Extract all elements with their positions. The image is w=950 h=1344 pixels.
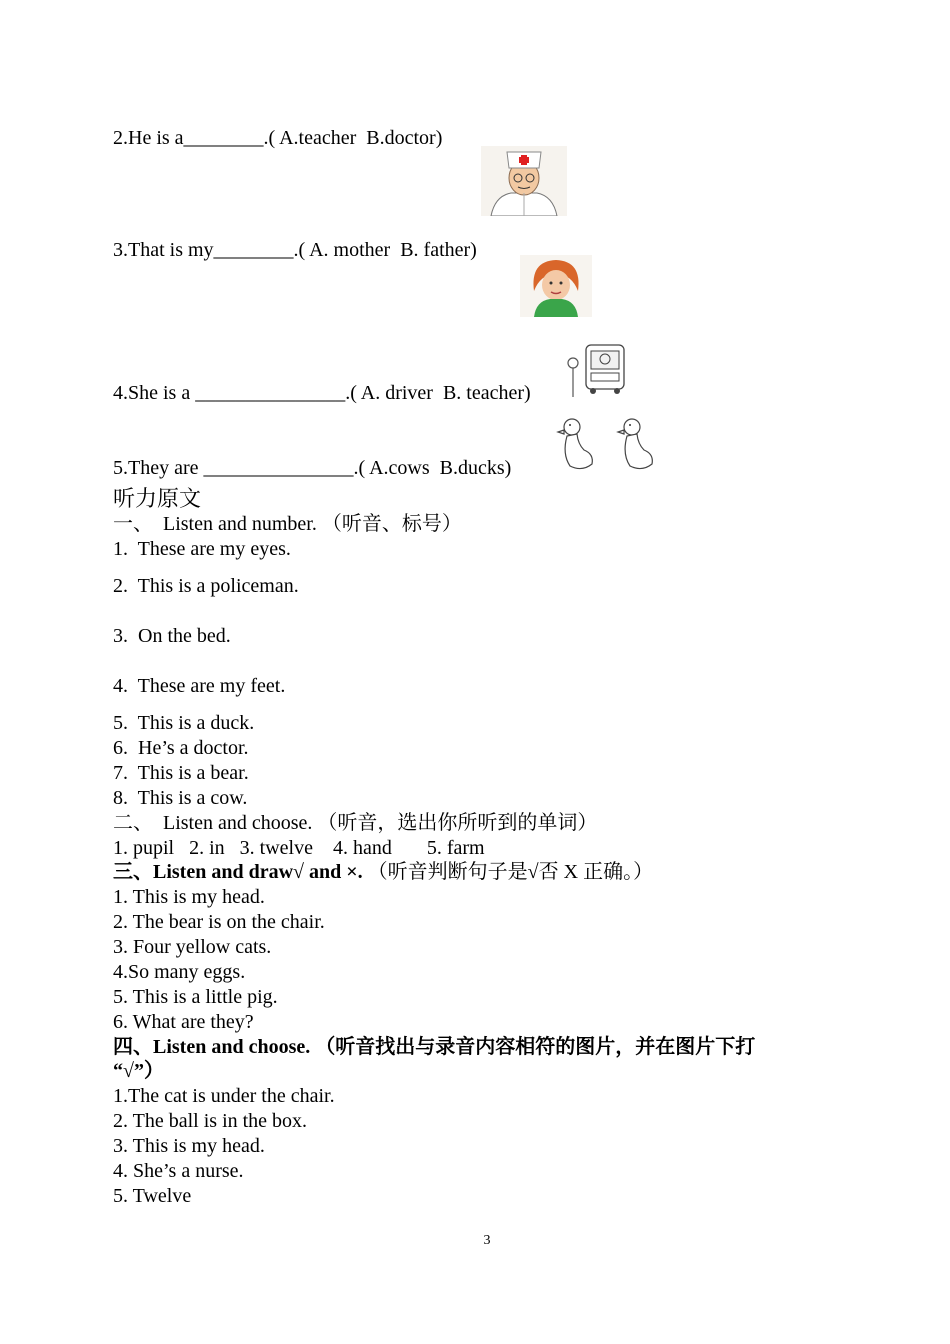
question-4: 4.She is a _______________.( A. driver B. teacher) bbox=[113, 382, 531, 404]
section3-item: 4.So many eggs. bbox=[113, 961, 246, 983]
section1-item: 3. On the bed. bbox=[113, 625, 231, 647]
section3-item: 1. This is my head. bbox=[113, 886, 265, 908]
section3-heading bbox=[113, 860, 653, 884]
section1-item: 8. This is a cow. bbox=[113, 787, 248, 809]
section3-item: 2. The bear is on the chair. bbox=[113, 911, 325, 933]
section4-item: 4. She’s a nurse. bbox=[113, 1160, 244, 1182]
section4-heading: 四、Listen and choose. （听音找出与录音内容相符的图片，并在图片下打 bbox=[113, 1036, 756, 1058]
section3-heading-normal: （听音判断句子是√否 X 正确。） bbox=[362, 861, 654, 883]
mother-image bbox=[520, 255, 592, 317]
section4-item: 2. The ball is in the box. bbox=[113, 1110, 308, 1132]
ducks-image bbox=[556, 410, 662, 474]
section3-item: 5. This is a little pig. bbox=[113, 986, 278, 1008]
section3-heading-bold: 三、Listen and draw√ and ×. bbox=[113, 861, 363, 883]
question-3: 3.That is my________.( A. mother B. father) bbox=[113, 239, 477, 261]
section1-item: 6. He’s a doctor. bbox=[113, 737, 249, 759]
section4-item: 3. This is my head. bbox=[113, 1135, 265, 1157]
doctor-image bbox=[481, 146, 567, 216]
section3-item: 3. Four yellow cats. bbox=[113, 936, 272, 958]
section2-heading: 二、 Listen and choose. （听音，选出你所听到的单词） bbox=[113, 812, 598, 834]
section1-item: 4. These are my feet. bbox=[113, 675, 286, 697]
section1-item: 7. This is a bear. bbox=[113, 762, 249, 784]
section2-words: 1. pupil 2. in 3. twelve 4. hand 5. farm bbox=[113, 837, 485, 859]
section1-item: 2. This is a policeman. bbox=[113, 575, 299, 597]
question-5: 5.They are _______________.( A.cows B.ducks) bbox=[113, 457, 512, 479]
transcript-title: 听力原文 bbox=[113, 486, 202, 511]
section1-item: 5. This is a duck. bbox=[113, 712, 255, 734]
driver-image bbox=[566, 341, 628, 399]
section3-item: 6. What are they? bbox=[113, 1011, 254, 1033]
page-number: 3 bbox=[483, 1233, 491, 1248]
section4-heading-cont: “√”） bbox=[113, 1060, 164, 1082]
section1-heading: 一、 Listen and number. （听音、标号） bbox=[113, 513, 462, 535]
section4-item: 1.The cat is under the chair. bbox=[113, 1085, 335, 1107]
question-2: 2.He is a________.( A.teacher B.doctor) bbox=[113, 127, 443, 149]
section4-item: 5. Twelve bbox=[113, 1185, 192, 1207]
section1-item: 1. These are my eyes. bbox=[113, 538, 291, 560]
